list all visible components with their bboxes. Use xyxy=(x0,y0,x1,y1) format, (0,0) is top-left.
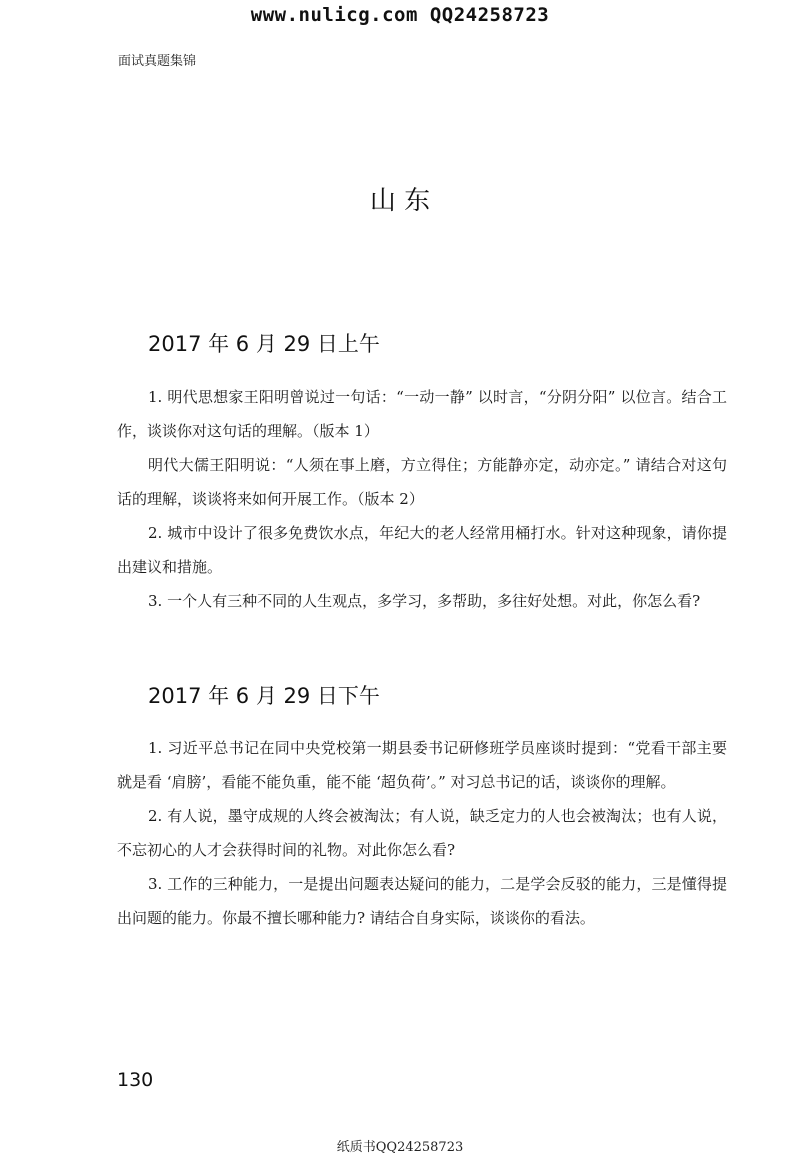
question-paragraph: 2. 有人说，墨守成规的人终会被淘汰；有人说，缺乏定力的人也会被淘汰；也有人说，不忘初心的人才会获得时间的礼物。对此你怎么看? xyxy=(117,807,727,859)
question-paragraph: 3. 工作的三种能力，一是提出问题表达疑问的能力，二是学会反驳的能力，三是懂得提出问题的能力。你最不擅长哪种能力? 请结合自身实际，谈谈你的看法。 xyxy=(117,875,727,927)
bottom-watermark: 纸质书QQ24258723 xyxy=(336,1140,464,1155)
question-paragraph: 1. 明代思想家王阳明曾说过一句话：“一动一静” 以时言，“分阴分阳” 以位言。结合工作，谈谈你对这句话的理解。（版本 1） xyxy=(117,388,727,440)
question-paragraph: 1. 习近平总书记在同中央党校第一期县委书记研修班学员座谈时提到：“党看干部主要就是看 ‘肩膀’，看能不能负重，能不能 ‘超负荷’。” 对习总书记的话，谈谈你的理解。 xyxy=(117,739,727,791)
question-paragraph: 明代大儒王阳明说：“人须在事上磨，方立得住；方能静亦定，动亦定。” 请结合对这句话的理解，谈谈将来如何开展工作。（版本 2） xyxy=(117,456,727,508)
chapter-title: 山 东 xyxy=(369,186,431,216)
top-watermark: www.nulicg.com QQ24258723 xyxy=(250,4,550,26)
section-heading-afternoon: 2017 年 6 月 29 日下午 xyxy=(148,684,380,708)
section-heading-morning: 2017 年 6 月 29 日上午 xyxy=(148,332,380,356)
question-list-afternoon xyxy=(117,731,727,935)
running-header: 面试真题集锦 xyxy=(118,54,197,69)
page-number: 130 xyxy=(117,1069,154,1091)
question-paragraph: 2. 城市中设计了很多免费饮水点，年纪大的老人经常用桶打水。针对这种现象，请你提出建议和措施。 xyxy=(117,524,727,576)
question-paragraph: 3. 一个人有三种不同的人生观点，多学习，多帮助，多往好处想。对此，你怎么看? xyxy=(148,592,701,610)
question-list-morning xyxy=(117,380,727,618)
